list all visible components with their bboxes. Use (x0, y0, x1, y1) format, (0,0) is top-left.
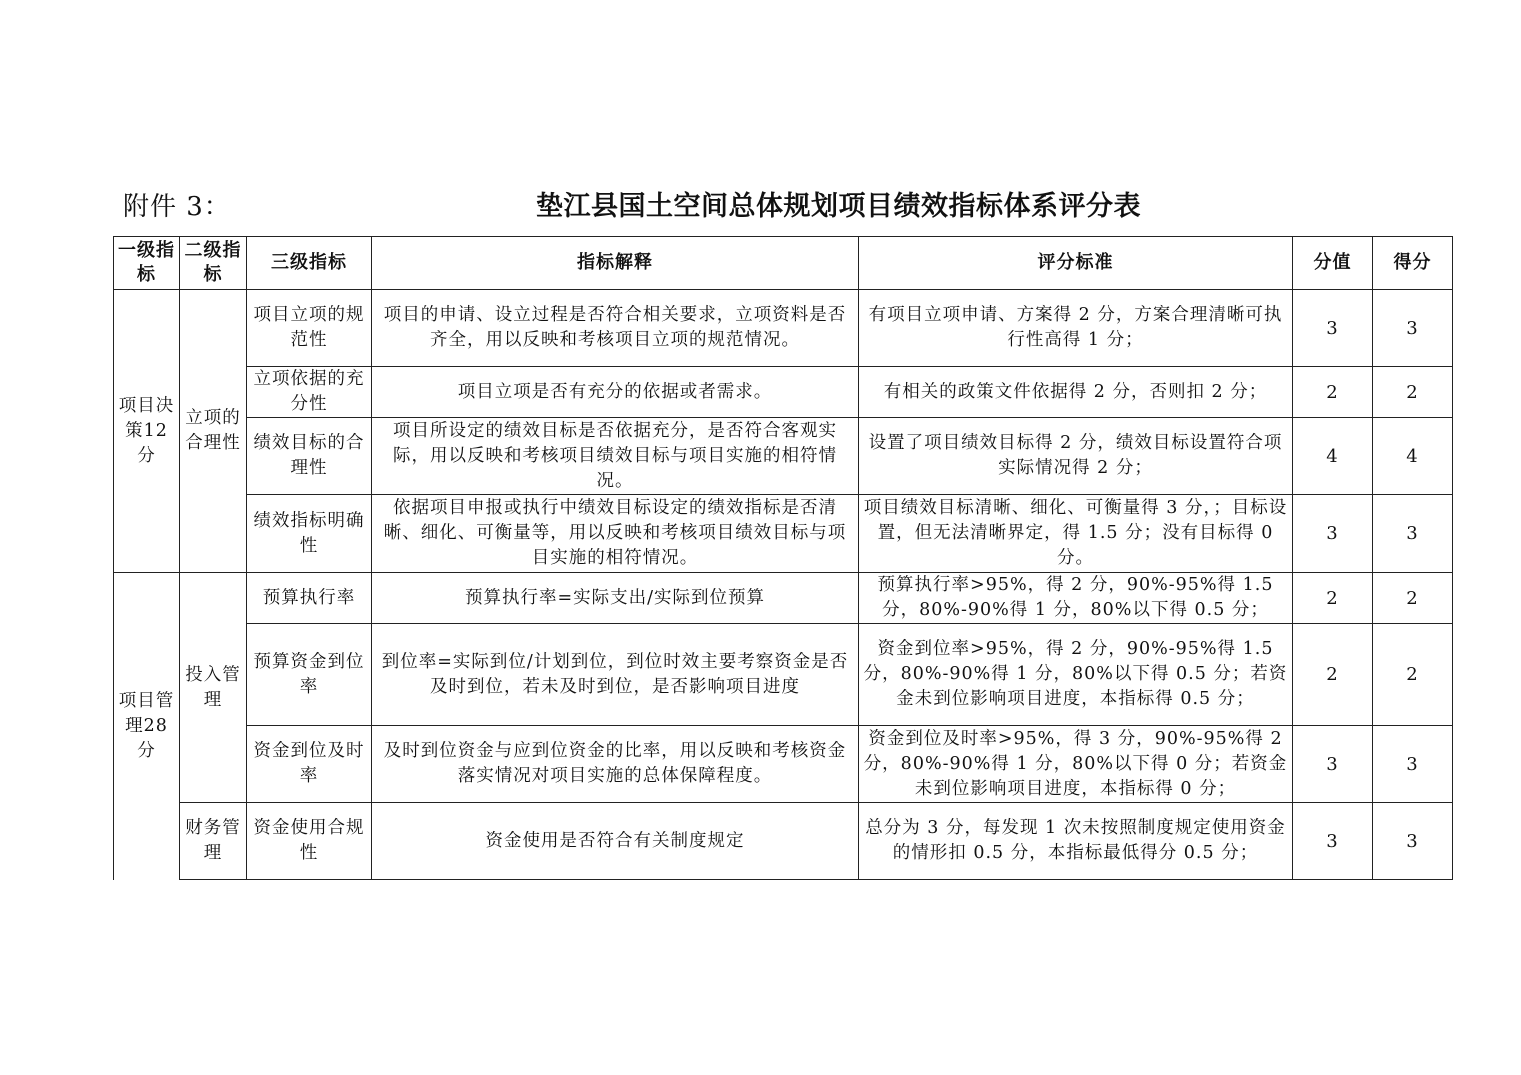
criteria-cell: 项目绩效目标清晰、细化、可衡量得 3 分，；目标设置，但无法清晰界定，得 1.5 分；没有目标得 0 分。 (859, 495, 1293, 573)
full-score-cell: 2 (1293, 367, 1373, 418)
score-cell: 3 (1373, 803, 1453, 880)
indicator-cell: 预算执行率 (247, 573, 372, 624)
explanation-cell: 项目的申请、设立过程是否符合相关要求，立项资料是否齐全，用以反映和考核项目立项的规范情况。 (372, 290, 859, 367)
indicator-cell: 资金到位及时率 (247, 726, 372, 803)
full-score-cell: 3 (1293, 803, 1373, 880)
explanation-cell: 资金使用是否符合有关制度规定 (372, 803, 859, 880)
criteria-cell: 有项目立项申请、方案得 2 分，方案合理清晰可执行性高得 1 分； (859, 290, 1293, 367)
level2-cell: 立项的合理性 (180, 290, 247, 573)
table-row (114, 290, 1453, 367)
full-score-cell: 2 (1293, 624, 1373, 726)
score-cell: 3 (1373, 290, 1453, 367)
criteria-cell: 资金到位率>95%，得 2 分，90%-95%得 1.5 分，80%-90%得 1 分，80%以下得 0.5 分；若资金未到位影响项目进度，本指标得 0.5 分； (859, 624, 1293, 726)
column-header: 得分 (1373, 237, 1453, 290)
table-row (114, 726, 1453, 803)
scoring-table (113, 236, 1453, 880)
level1-cell: 项目决策12分 (114, 290, 180, 573)
column-header: 三级指标 (247, 237, 372, 290)
level2-cell: 财务管理 (180, 803, 247, 880)
column-header: 二级指标 (180, 237, 247, 290)
criteria-cell: 资金到位及时率>95%，得 3 分，90%-95%得 2 分，80%-90%得 1 分，80%以下得 0 分；若资金未到位影响项目进度，本指标得 0 分； (859, 726, 1293, 803)
criteria-cell: 有相关的政策文件依据得 2 分，否则扣 2 分； (859, 367, 1293, 418)
score-cell: 4 (1373, 418, 1453, 495)
full-score-cell: 3 (1293, 290, 1373, 367)
column-header: 评分标准 (859, 237, 1293, 290)
criteria-cell: 设置了项目绩效目标得 2 分，绩效目标设置符合项实际情况得 2 分； (859, 418, 1293, 495)
criteria-cell: 预算执行率>95%，得 2 分，90%-95%得 1.5 分，80%-90%得 1 分，80%以下得 0.5 分； (859, 573, 1293, 624)
column-header: 分值 (1293, 237, 1373, 290)
indicator-cell: 立项依据的充分性 (247, 367, 372, 418)
full-score-cell: 3 (1293, 495, 1373, 573)
level2-cell: 投入管理 (180, 573, 247, 803)
table-row (114, 418, 1453, 495)
explanation-cell: 项目立项是否有充分的依据或者需求。 (372, 367, 859, 418)
explanation-cell: 项目所设定的绩效目标是否依据充分，是否符合客观实际，用以反映和考核项目绩效目标与项目实施的相符情况。 (372, 418, 859, 495)
explanation-cell: 依据项目申报或执行中绩效目标设定的绩效指标是否清晰、细化、可衡量等，用以反映和考核项目绩效目标与项目实施的相符情况。 (372, 495, 859, 573)
full-score-cell: 2 (1293, 573, 1373, 624)
full-score-cell: 3 (1293, 726, 1373, 803)
attachment-label: 附件 3： (123, 192, 231, 222)
score-cell: 2 (1373, 624, 1453, 726)
explanation-cell: 到位率=实际到位/计划到位，到位时效主要考察资金是否及时到位，若未及时到位，是否影响项目进度 (372, 624, 859, 726)
score-cell: 3 (1373, 726, 1453, 803)
table-row (114, 803, 1453, 880)
column-header: 一级指标 (114, 237, 180, 290)
table-row (114, 495, 1453, 573)
explanation-cell: 预算执行率=实际支出/实际到位预算 (372, 573, 859, 624)
table-row (114, 573, 1453, 624)
full-score-cell: 4 (1293, 418, 1373, 495)
score-cell: 3 (1373, 495, 1453, 573)
table-header-row (114, 237, 1453, 290)
score-cell: 2 (1373, 573, 1453, 624)
score-cell: 2 (1373, 367, 1453, 418)
table-row (114, 367, 1453, 418)
indicator-cell: 绩效目标的合理性 (247, 418, 372, 495)
level1-cell: 项目管理28分 (114, 573, 180, 880)
indicator-cell: 绩效指标明确性 (247, 495, 372, 573)
column-header: 指标解释 (372, 237, 859, 290)
table-row (114, 624, 1453, 726)
page-title: 垫江县国土空间总体规划项目绩效指标体系评分表 (536, 191, 1141, 222)
indicator-cell: 项目立项的规范性 (247, 290, 372, 367)
criteria-cell: 总分为 3 分，每发现 1 次未按照制度规定使用资金的情形扣 0.5 分，本指标最低得分 0.5 分； (859, 803, 1293, 880)
indicator-cell: 资金使用合规性 (247, 803, 372, 880)
indicator-cell: 预算资金到位率 (247, 624, 372, 726)
explanation-cell: 及时到位资金与应到位资金的比率，用以反映和考核资金落实情况对项目实施的总体保障程度。 (372, 726, 859, 803)
